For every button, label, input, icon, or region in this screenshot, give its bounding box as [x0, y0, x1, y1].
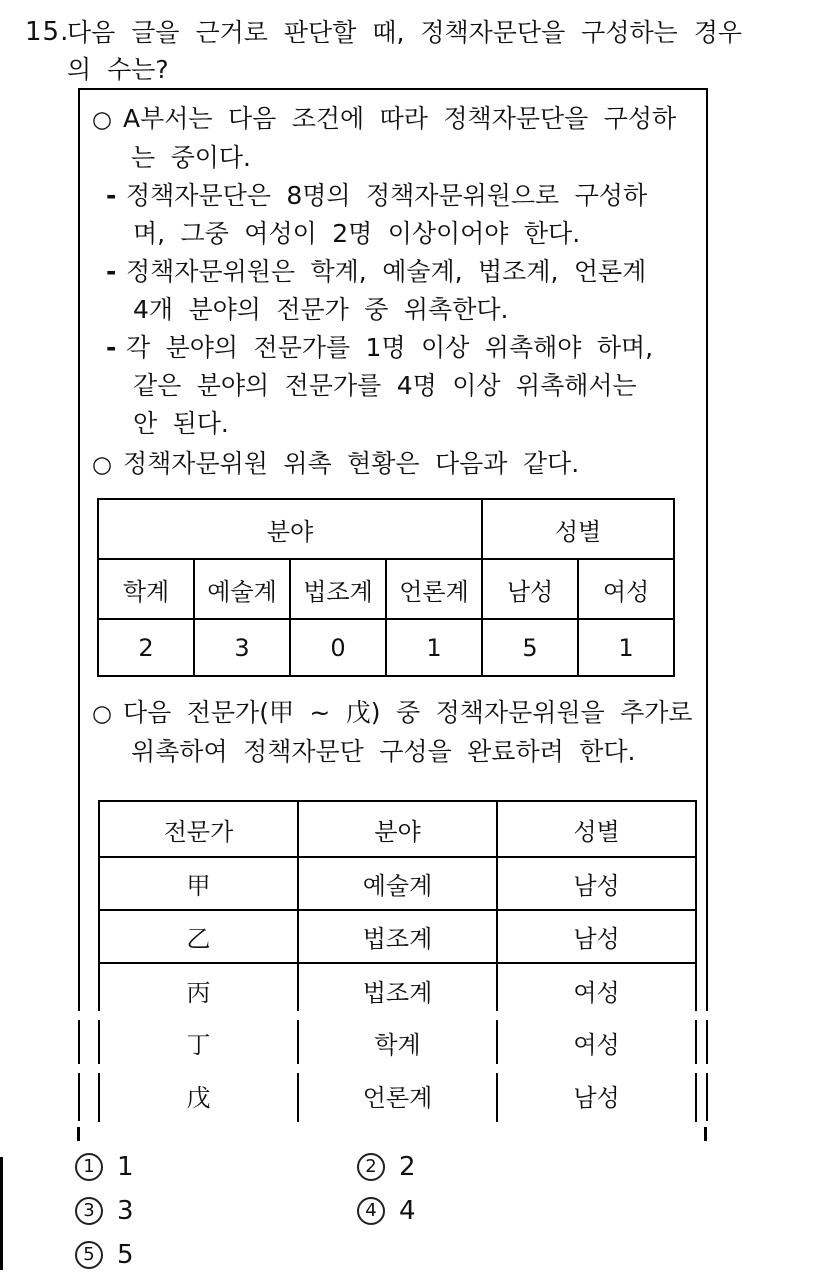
option-5 — [75, 1238, 357, 1272]
column-header: 분야 — [298, 801, 497, 857]
table-header-gender: 성별 — [482, 499, 674, 559]
expert-field: 학계 — [298, 1016, 497, 1069]
column-header: 언론계 — [386, 559, 482, 619]
expert-field: 법조계 — [298, 963, 497, 1016]
table-header-field: 분야 — [98, 499, 482, 559]
option-3 — [75, 1194, 357, 1228]
expert-gender: 여성 — [497, 963, 696, 1016]
circle-bullet-icon: ○ — [92, 452, 113, 478]
dash-bullet-icon: - — [106, 333, 117, 362]
option-value: 2 — [399, 1152, 416, 1182]
bullet-text: 다음 전문가(甲 ~ 戊) 중 정책자문위원을 추가로 — [123, 698, 693, 727]
condition-box — [78, 88, 708, 1121]
expert-field: 언론계 — [298, 1069, 497, 1122]
options-row — [75, 1194, 775, 1228]
bullet-item — [80, 694, 706, 733]
appointment-status-table — [97, 498, 675, 677]
expert-field: 예술계 — [298, 857, 497, 910]
bullet-text: A부서는 다음 조건에 따라 정책자문단을 구성하 — [123, 104, 677, 133]
column-header: 여성 — [578, 559, 674, 619]
table-row — [99, 1069, 696, 1122]
condition-text-block — [80, 100, 706, 443]
option-value: 5 — [117, 1240, 134, 1270]
page-column-divider — [0, 1157, 3, 1270]
options-row — [75, 1150, 775, 1184]
sub-item — [80, 253, 706, 291]
expert-gender: 남성 — [497, 1069, 696, 1122]
bullet-item — [80, 100, 706, 139]
column-header: 법조계 — [290, 559, 386, 619]
bullet-text: 위촉하여 정책자문단 구성을 완료하려 한다. — [131, 737, 636, 766]
sub-item-text: 며, 그중 여성이 2명 이상이어야 한다. — [133, 219, 581, 248]
column-header: 성별 — [497, 801, 696, 857]
expert-field: 법조계 — [298, 910, 497, 963]
column-header: 예술계 — [194, 559, 290, 619]
circled-number-icon: 5 — [75, 1241, 103, 1269]
page-break-dash — [704, 1127, 707, 1141]
expert-name: 甲 — [99, 857, 298, 910]
question-text — [67, 14, 742, 88]
expert-gender: 남성 — [497, 857, 696, 910]
option-value: 3 — [117, 1196, 134, 1226]
column-header: 학계 — [98, 559, 194, 619]
column-header: 전문가 — [99, 801, 298, 857]
question-text-line: 다음 글을 근거로 판단할 때, 정책자문단을 구성하는 경우 — [67, 18, 743, 47]
condition-text-block — [80, 694, 706, 771]
page-break-gap — [60, 1011, 726, 1020]
table-row — [99, 857, 696, 910]
table-value: 2 — [98, 619, 194, 676]
option-value: 1 — [117, 1152, 134, 1182]
dash-bullet-icon: - — [106, 257, 117, 286]
sub-item-text: 정책자문위원은 학계, 예술계, 법조계, 언론계 — [126, 257, 647, 286]
table-value: 3 — [194, 619, 290, 676]
table-value: 1 — [578, 619, 674, 676]
sub-item-text: 같은 분야의 전문가를 4명 이상 위촉해서는 — [133, 371, 637, 400]
table-value: 0 — [290, 619, 386, 676]
expert-name: 戊 — [99, 1069, 298, 1122]
circled-number-icon: 1 — [75, 1153, 103, 1181]
sub-item-text: 4개 분야의 전문가 중 위촉한다. — [133, 295, 509, 324]
circle-bullet-icon: ○ — [92, 107, 113, 133]
circle-bullet-icon: ○ — [92, 701, 113, 727]
table-value: 1 — [386, 619, 482, 676]
dash-bullet-icon: - — [106, 181, 117, 210]
circled-number-icon: 2 — [357, 1153, 385, 1181]
question — [25, 14, 805, 88]
expert-gender: 여성 — [497, 1016, 696, 1069]
option-2 — [357, 1150, 639, 1184]
table-row — [99, 1016, 696, 1069]
expert-name: 乙 — [99, 910, 298, 963]
sub-item-text: 정책자문단은 8명의 정책자문위원으로 구성하 — [126, 181, 648, 210]
expert-name: 丁 — [99, 1016, 298, 1069]
options-row — [75, 1238, 775, 1272]
page-break-dash — [77, 1127, 80, 1141]
sub-item — [80, 177, 706, 215]
table-row — [99, 910, 696, 963]
column-header: 남성 — [482, 559, 578, 619]
table-value: 5 — [482, 619, 578, 676]
sub-item-text: 안 된다. — [133, 409, 229, 438]
table-row — [99, 963, 696, 1016]
bullet-item — [80, 445, 706, 484]
option-4 — [357, 1194, 639, 1228]
expert-name: 丙 — [99, 963, 298, 1016]
bullet-text: 정책자문위원 위촉 현황은 다음과 같다. — [123, 449, 580, 478]
question-number: 15. — [25, 17, 70, 47]
expert-table — [98, 800, 697, 1122]
option-value: 4 — [399, 1196, 416, 1226]
sub-item-text: 각 분야의 전문가를 1명 이상 위촉해야 하며, — [126, 333, 654, 362]
option-1 — [75, 1150, 357, 1184]
question-text-line: 의 수는? — [67, 55, 169, 84]
expert-gender: 남성 — [497, 910, 696, 963]
bullet-text: 는 중이다. — [131, 143, 251, 172]
sub-item — [80, 329, 706, 367]
page-break-gap — [60, 1064, 726, 1073]
circled-number-icon: 3 — [75, 1197, 103, 1225]
circled-number-icon: 4 — [357, 1197, 385, 1225]
